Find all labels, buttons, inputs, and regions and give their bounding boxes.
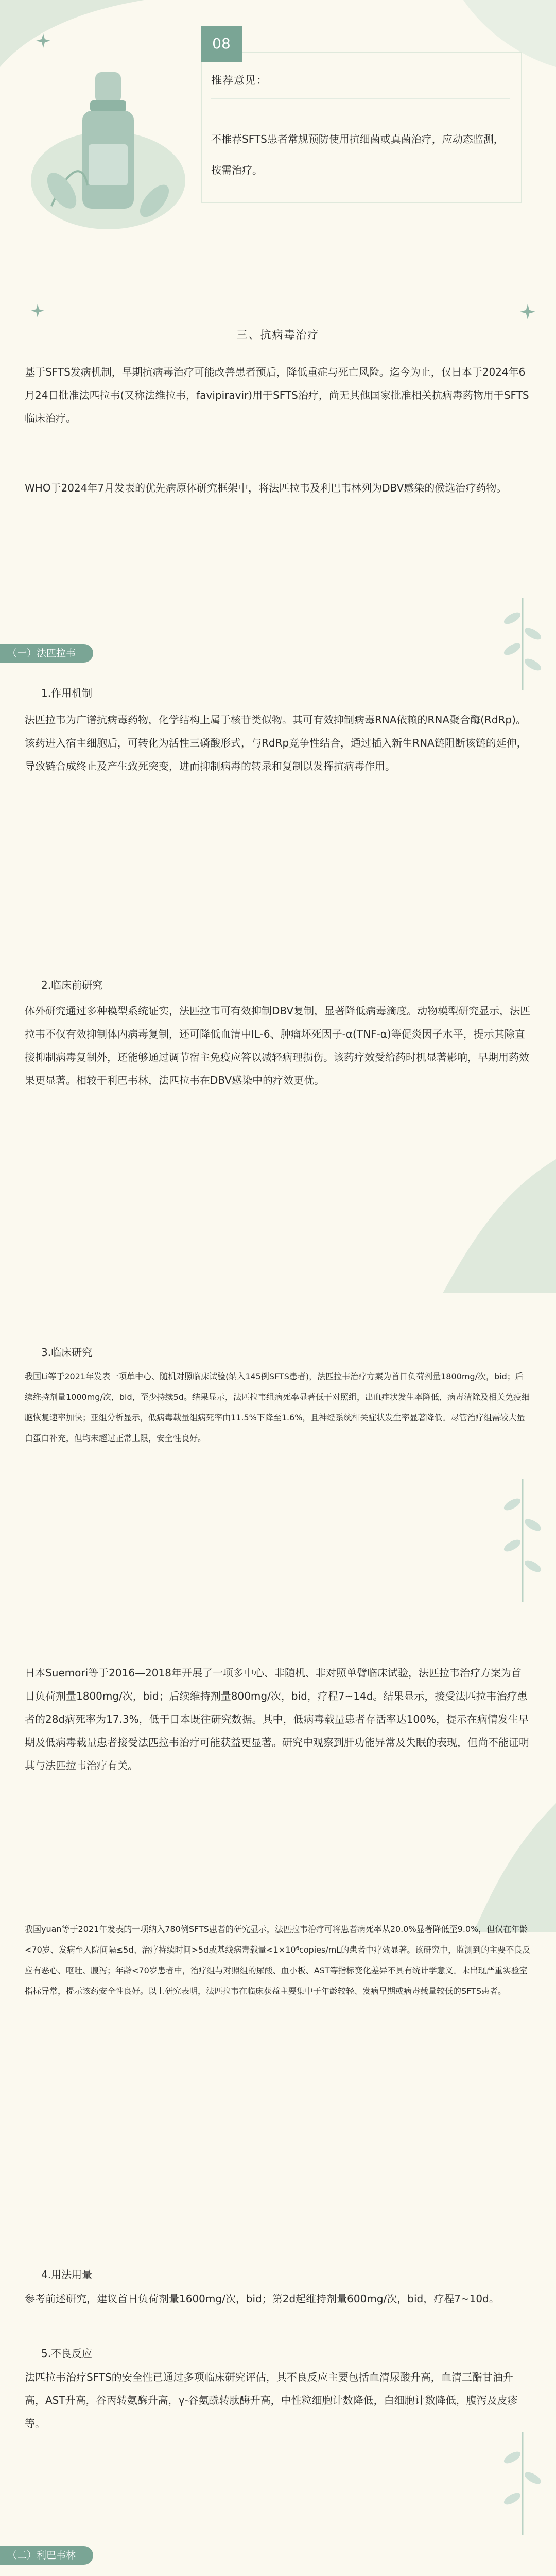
clinical-paragraph: 我国yuan等于2021年发表的一项纳入780例SFTS患者的研究显示，法匹拉韦治疗可将患者病死率从20.0%显著降低至9.0%，但仅在年龄<70岁、发病至入院间隔≤5d、治疗持续时间>5d或基线病毒载量<1×10⁶copies/mL的患者中疗效显著。该研究中，监测到的主要不良反应有恶心、呕吐、腹泻；年龄<70岁患者中，治疗组与对照组的尿酸、血小板、AST等指标变化差异不具有统计学意义。未出现严重实验室指标异常，提示该药安全性良好。以上研究表明，法匹拉韦在临床获益主要集中于年龄较轻、发病早期或病毒载量较低的SFTS患者。: [25, 1924, 531, 1996]
leaf-decoration-right: [453, 1803, 556, 1932]
intro-paragraph: 基于SFTS发病机制，早期抗病毒治疗可能改善患者预后，降低重症与死亡风险。迄今为止，仅日本于2024年6月24日批准法匹拉韦(又称法维拉韦，favipiravir)用于SFTS治疗，尚无其他国家批准相关抗病毒药物用于SFTS临床治疗。: [25, 366, 529, 425]
sparkle-icon: [36, 33, 50, 48]
heading-preclinical: 2.临床前研究: [41, 979, 103, 991]
heading-adverse-reactions: 5.不良反应: [41, 2347, 93, 2360]
sparkle-icon: [31, 304, 44, 317]
subsection-badge-ribavirin: （二）利巴韦林: [0, 2546, 93, 2565]
leaf-sprig-icon: [494, 2421, 551, 2535]
clinical-paragraph: 日本Suemori等于2016—2018年开展了一项多中心、非随机、非对照单臂临床试验，法匹拉韦治疗方案为首日负荷剂量1800mg/次，bid；后续维持剂量800mg/次，bid，疗程7~14d。结果显示，接受法匹拉韦治疗患者的28d病死率为17.3%，低于日本既往研究数据。其中，低病毒载量患者存活率达100%，提示在病情发生早期及低病毒载量患者接受法匹拉韦治疗可能获益更显著。研究中观察到肝功能异常及失眠的表现，但尚不能证明其与法匹拉韦治疗有关。: [25, 1667, 529, 1772]
heading-clinical: 3.临床研究: [41, 1346, 93, 1359]
section-title: 三、抗病毒治疗: [236, 329, 320, 341]
sparkle-icon: [520, 304, 535, 319]
heading-usage: 4.用法用量: [41, 2268, 93, 2281]
preclinical-paragraph: 体外研究通过多种模型系统证实，法匹拉韦可有效抑制DBV复制，显著降低病毒滴度。动物模型研究显示，法匹拉韦不仅有效抑制体内病毒复制，还可降低血清中IL-6、肿瘤坏死因子-α(TNF-α)等促炎因子水平，提示其除直接抑制病毒复制外，还能够通过调节宿主免疫应答以减轻病理损伤。该药疗效受给药时机显著影响，早期用药效果更显著。相较于利巴韦林，法匹拉韦在DBV感染中的疗效更优。: [25, 1005, 531, 1087]
recommendation-title: 推荐意见：: [211, 74, 268, 87]
intro-paragraph: WHO于2024年7月发表的优先病原体研究框架中，将法匹拉韦及利巴韦林列为DBV感染的候选治疗药物。: [25, 482, 507, 494]
subsection-badge-favipiravir: （一）法匹拉韦: [0, 644, 93, 663]
dropper-bottle-illustration: [31, 52, 196, 237]
recommendation-text: 不推荐SFTS患者常规预防使用抗细菌或真菌治疗，应动态监测，按需治疗。: [211, 133, 504, 176]
leaf-decoration-right: [412, 1159, 556, 1293]
clinical-paragraph: 我国Li等于2021年发表一项单中心、随机对照临床试验(纳入145例SFTS患者)，法匹拉韦治疗方案为首日负荷剂量1800mg/次，bid；后续维持剂量1000mg/次，bid，至少持续5d。结果显示，法匹拉韦组病死率显著低于对照组，出血症状发生率降低，病毒清除及相关免疫细胞恢复速率加快；亚组分析显示，低病毒载量组病死率由11.5%下降至1.6%，且神经系统相关症状发生率显著降低。尽管治疗组需较大量白蛋白补充，但均未超过正常上限，安全性良好。: [25, 1371, 530, 1443]
recommendation-number: 08: [201, 26, 242, 62]
heading-mechanism: 1.作用机制: [41, 687, 93, 699]
adverse-paragraph: 法匹拉韦治疗SFTS的安全性已通过多项临床研究评估，其不良反应主要包括血清尿酸升高，血清三酯甘油升高，AST升高，谷丙转氨酶升高，γ-谷氨酰转肽酶升高，中性粒细胞计数降低，白细胞计数降低，腹泻及皮疹等。: [25, 2371, 518, 2430]
mechanism-paragraph: 法匹拉韦为广谱抗病毒药物，化学结构上属于核苷类似物。其可有效抑制病毒RNA依赖的RNA聚合酶(RdRp)。该药进入宿主细胞后，可转化为活性三磷酸形式，与RdRp竞争性结合，通过插入新生RNA链阻断该链的延伸，导致链合成终止及产生致死突变，进而抑制病毒的转录和复制以发挥抗病毒作用。: [25, 714, 527, 772]
usage-paragraph: 参考前述研究，建议首日负荷剂量1600mg/次，bid；第2d起维持剂量600mg/次，bid，疗程7~10d。: [25, 2293, 499, 2305]
leaf-sprig-icon: [494, 1468, 551, 1602]
divider: [211, 98, 510, 99]
leaf-sprig-icon: [494, 587, 551, 690]
